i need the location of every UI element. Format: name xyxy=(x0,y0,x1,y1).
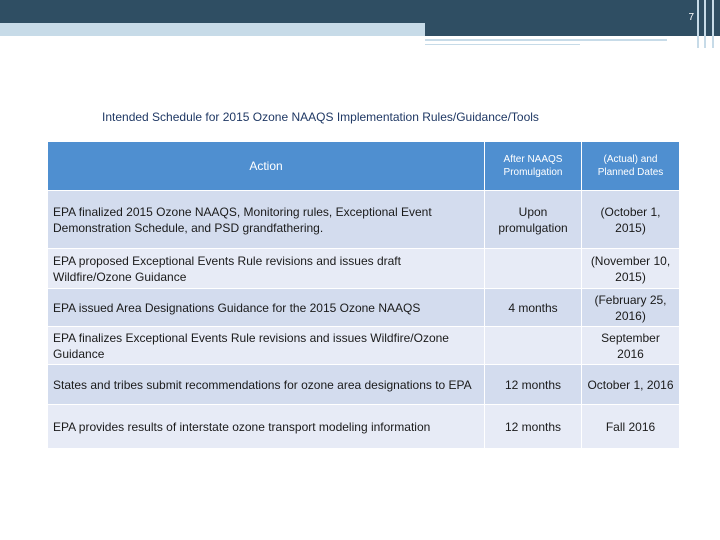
header-band-accent xyxy=(425,23,720,36)
date-cell: (November 10, 2015) xyxy=(582,249,680,289)
decorative-vline xyxy=(712,0,714,48)
header-after-promulgation: After NAAQS Promulgation xyxy=(485,142,582,191)
page-number: 7 xyxy=(688,12,694,23)
after-cell xyxy=(485,327,582,365)
header-bar xyxy=(0,0,720,23)
schedule-title: Intended Schedule for 2015 Ozone NAAQS Implementation Rules/Guidance/Tools xyxy=(102,110,539,124)
date-cell: September 2016 xyxy=(582,327,680,365)
decorative-line xyxy=(425,44,580,45)
schedule-table xyxy=(47,141,680,449)
after-cell: Upon promulgation xyxy=(485,191,582,249)
decorative-line xyxy=(425,39,667,41)
header-action: Action xyxy=(48,142,485,191)
table-row xyxy=(48,249,680,289)
action-cell: EPA provides results of interstate ozone transport modeling information xyxy=(48,405,485,449)
table-row xyxy=(48,289,680,327)
table-row xyxy=(48,191,680,249)
after-cell xyxy=(485,249,582,289)
after-cell: 12 months xyxy=(485,405,582,449)
date-cell: (February 25, 2016) xyxy=(582,289,680,327)
after-cell: 12 months xyxy=(485,365,582,405)
decorative-vline xyxy=(704,0,706,48)
action-cell: States and tribes submit recommendations for ozone area designations to EPA xyxy=(48,365,485,405)
action-cell: EPA issued Area Designations Guidance for the 2015 Ozone NAAQS xyxy=(48,289,485,327)
action-cell: EPA proposed Exceptional Events Rule revisions and issues draft Wildfire/Ozone Guidance xyxy=(48,249,485,289)
action-cell: EPA finalizes Exceptional Events Rule revisions and issues Wildfire/Ozone Guidance xyxy=(48,327,485,365)
table-row xyxy=(48,365,680,405)
date-cell: Fall 2016 xyxy=(582,405,680,449)
after-cell: 4 months xyxy=(485,289,582,327)
table-row xyxy=(48,405,680,449)
header-dates: (Actual) and Planned Dates xyxy=(582,142,680,191)
table-row xyxy=(48,327,680,365)
table-header-row xyxy=(48,142,680,191)
date-cell: October 1, 2016 xyxy=(582,365,680,405)
date-cell: (October 1, 2015) xyxy=(582,191,680,249)
decorative-vline xyxy=(697,0,699,48)
action-cell: EPA finalized 2015 Ozone NAAQS, Monitoring rules, Exceptional Event Demonstration Schedule, and PSD grandfathering. xyxy=(48,191,485,249)
